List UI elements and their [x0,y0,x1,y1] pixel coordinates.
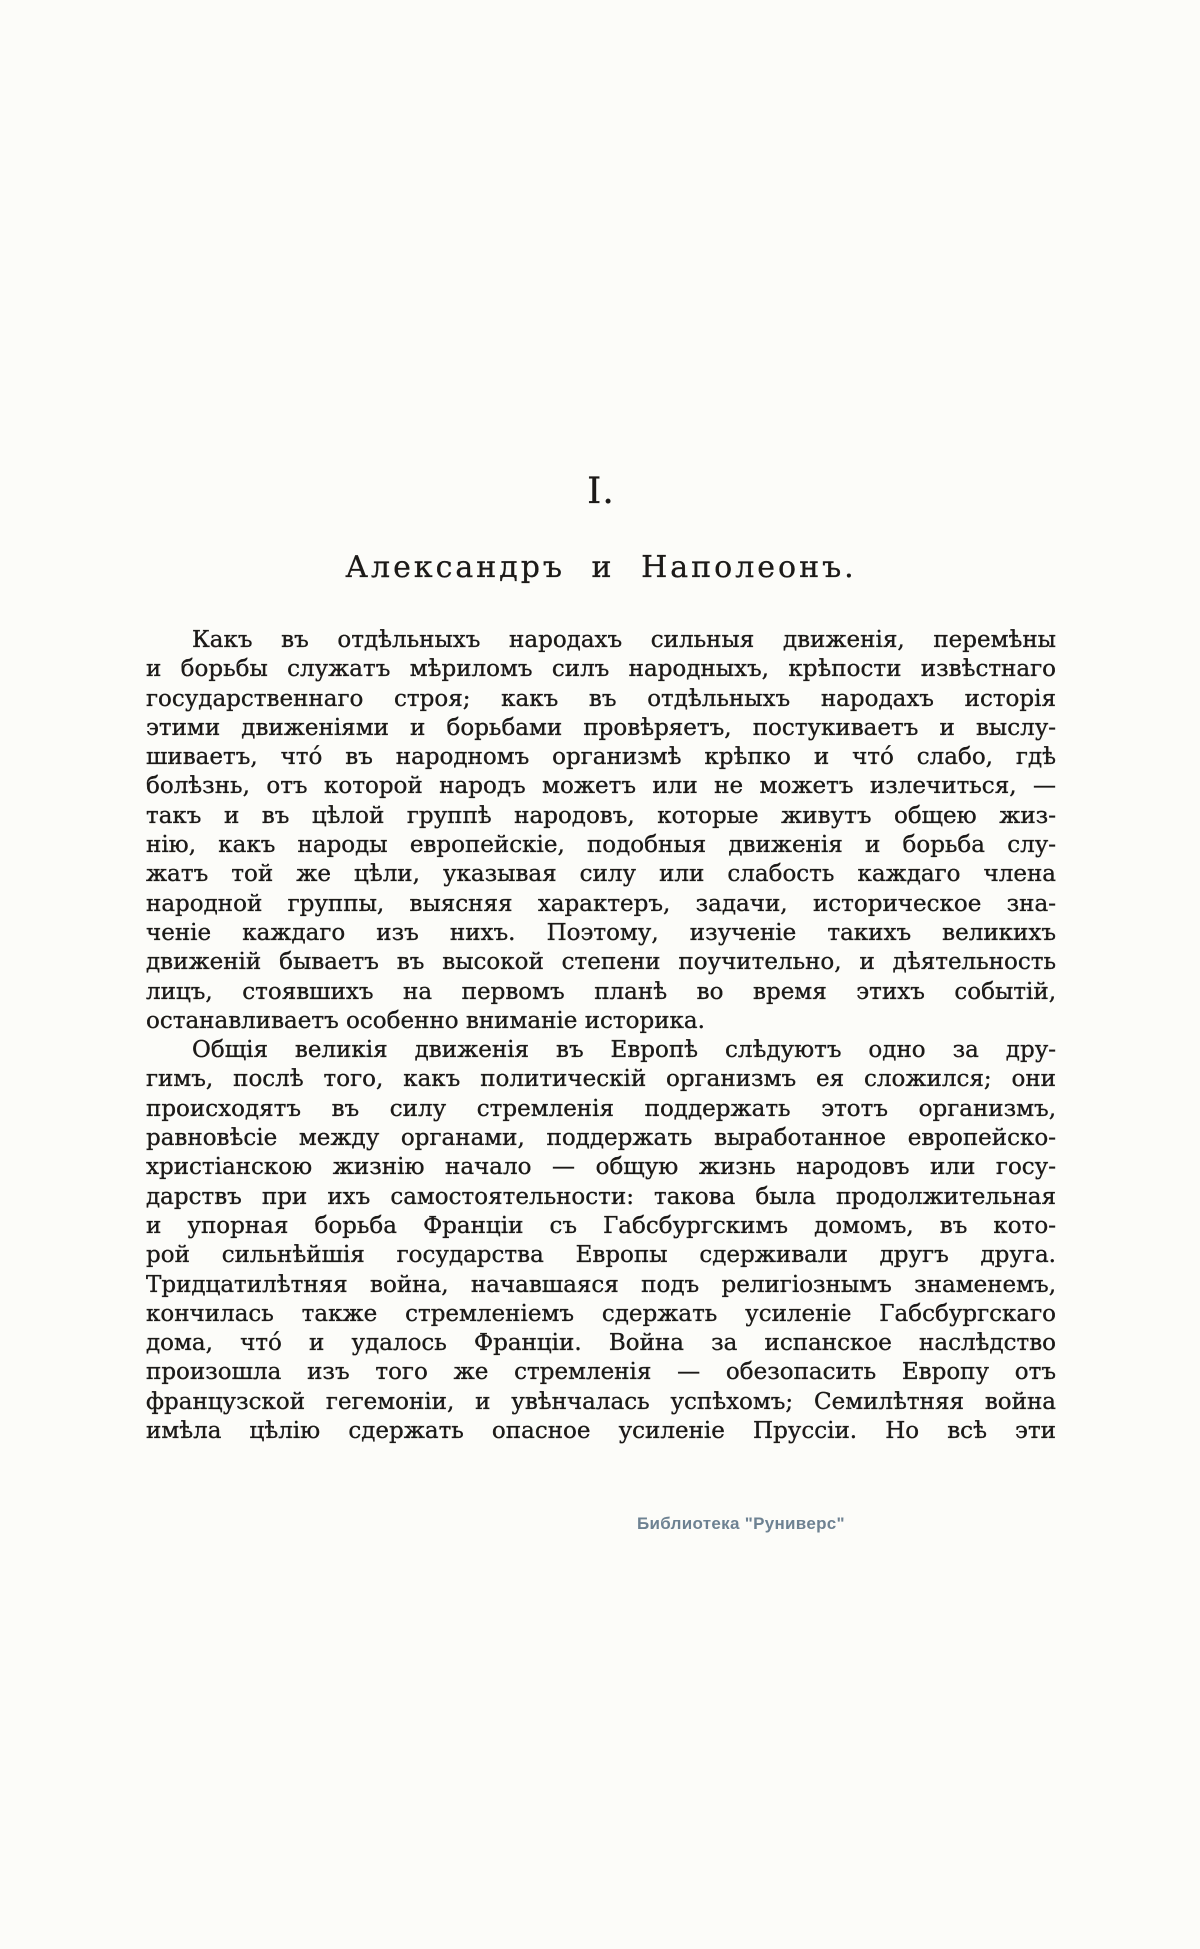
text-line: французской гегемоніи, и увѣнчалась успѣхомъ; Семилѣтняя война [146,1388,1056,1415]
text-line: гимъ, послѣ того, какъ политическій организмъ ея сложился; они [146,1066,1056,1093]
text-line: Общія великія движенія въ Европѣ слѣдуютъ одно за дру- [192,1037,1056,1064]
text-line: Какъ въ отдѣльныхъ народахъ сильныя движенія, перемѣны [192,627,1056,653]
text-line: христіанскою жизнію начало — общую жизнь народовъ или госу- [146,1154,1056,1181]
paragraph-2 [146,1036,1056,1446]
text-line: народной группы, выясняя характеръ, задачи, историческое зна- [146,890,1056,917]
text-line: болѣзнь, отъ которой народъ можетъ или не можетъ излечиться, — [146,773,1056,800]
text-line: нію, какъ народы европейскіе, подобныя движенія и борьба слу- [146,832,1056,859]
text-line: рой сильнѣйшія государства Европы сдерживали другъ друга. [146,1242,1056,1269]
text-line: и борьбы служатъ мѣриломъ силъ народныхъ, крѣпости извѣстнаго [146,656,1056,683]
text-line: равновѣсіе между органами, поддержать выработанное европейско- [146,1125,1056,1152]
text-line: происходятъ въ силу стремленія поддержать этотъ организмъ, [146,1095,1056,1122]
text-line: дома, что́ и удалось Франціи. Война за испанское наслѣдство [146,1330,1056,1357]
text-line: Тридцатилѣтняя война, начавшаяся подъ религіознымъ знаменемъ, [146,1271,1056,1298]
text-line: такъ и въ цѣлой группѣ народовъ, которые живутъ общею жиз- [146,802,1056,829]
text-line: и упорная борьба Франціи съ Габсбургскимъ домомъ, въ кото- [146,1212,1056,1239]
chapter-title: Александръ и Наполеонъ. [345,550,857,585]
library-watermark: Библиотека "Руниверс" [637,1514,845,1533]
text-line: жатъ той же цѣли, указывая силу или слабость каждаго члена [146,861,1056,888]
text-block [146,471,1056,1446]
text-line: шиваетъ, что́ въ народномъ организмѣ крѣпко и что́ слабо, гдѣ [146,744,1056,771]
text-line: останавливаетъ особенно вниманіе историка. [146,1007,705,1034]
chapter-number: I. [587,471,615,512]
text-line: дарствъ при ихъ самостоятельности: такова была продолжительная [146,1183,1056,1210]
body-text [146,626,1056,1446]
text-line: движеній бываетъ въ высокой степени поучительно, и дѣятельность [146,949,1056,976]
text-line: государственнаго строя; какъ въ отдѣльныхъ народахъ исторія [146,685,1056,712]
text-line: этими движеніями и борьбами провѣряетъ, постукиваетъ и выслу- [146,714,1056,741]
text-line: имѣла цѣлію сдержать опасное усиленіе Пруссіи. Но всѣ эти [146,1418,1056,1445]
text-line: произошла изъ того же стремленія — обезопасить Европу отъ [146,1359,1056,1386]
text-line: ченіе каждаго изъ нихъ. Поэтому, изученіе такихъ великихъ [146,919,1056,946]
text-line: кончилась также стремленіемъ сдержать усиленіе Габсбургскаго [146,1300,1056,1327]
paragraph-1 [146,626,1056,1036]
text-line: лицъ, стоявшихъ на первомъ планѣ во время этихъ событій, [146,978,1056,1005]
